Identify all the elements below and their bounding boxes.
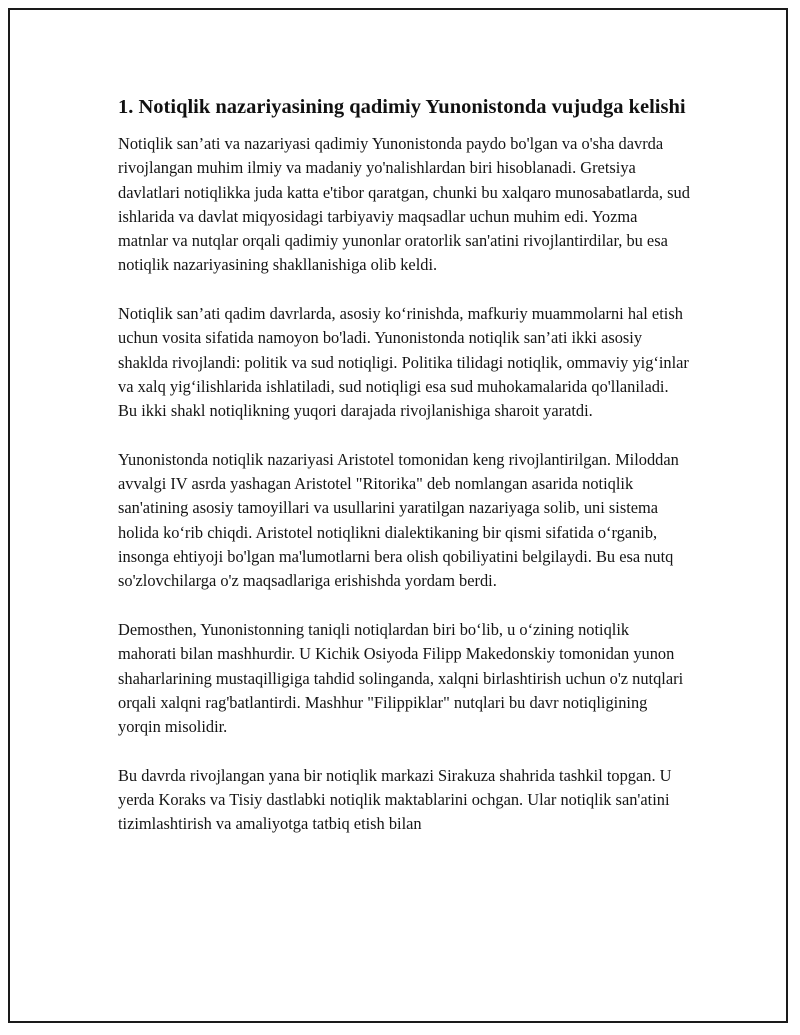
paragraph: Bu davrda rivojlangan yana bir notiqlik markazi Sirakuza shahrida tashkil topgan. U yerda Koraks va Tisiy dastlabki notiqlik maktablarini ochgan. Ular notiqlik san'atini tizimlashtirish va amaliyotga tatbiq etish bilan — [118, 765, 672, 834]
paragraph: Yunonistonda notiqlik nazariyasi Aristotel tomonidan keng rivojlantirilgan. Miloddan avvalgi IV asrda yashagan Aristotel "Ritorika" deb nomlangan asarida notiqlik san'atining asosiy tamoyillari va usullarini yaratilgan nazariyaga solib, uni sistema holida ko‘rib chiqdi. Aristotel notiqlikni dialektikaning bir qismi sifatida o‘rganib, insonga ehtiyoji bo'lgan ma'lumotlarni bera olish qobiliyatini belgilaydi. Bu esa nutq so'zlovchilarga o'z maqsadlariga erishishda yordam berdi. — [118, 449, 679, 591]
paragraph: Demosthen, Yunonistonning taniqli notiqlardan biri bo‘lib, u o‘zining notiqlik mahorati bilan mashhurdir. U Kichik Osiyoda Filipp Makedonskiy tomonidan yunon shaharlarining mustaqilligiga tahdid solinganda, xalqni birlashtirish uchun o'z nutqlari orqali xalqni rag'batlantirdi. Mashhur "Filippiklar" nutqlari bu davr notiqligining yorqin misolidir. — [118, 619, 684, 737]
document-body — [118, 94, 690, 861]
paragraph: Notiqlik san’ati va nazariyasi qadimiy Yunonistonda paydo bo'lgan va o'sha davrda rivojlangan muhim ilmiy va madaniy yo'nalishlardan biri hisoblanadi. Gretsiya davlatlari notiqlikka juda katta e'tibor qaratgan, chunki bu xalqaro munosabatlarda, sud ishlarida va davlat miqyosidagi tarbiyaviy maqsadlar uchun muhim edi. Yozma matnlar va nutqlar orqali qadimiy yunonlar oratorlik san'atini rivojlantirdilar, bu esa notiqlik nazariyasining shakllanishiga olib keldi. — [118, 134, 690, 275]
paragraph: Notiqlik san’ati qadim davrlarda, asosiy ko‘rinishda, mafkuriy muammolarni hal etish uchun vosita sifatida namoyon bo'ladi. Yunonistonda notiqlik san’ati ikki asosiy shaklda rivojlandi: politik va sud notiqligi. Politika tilidagi notiqlik, ommaviy yig‘inlar va xalq yig‘ilishlarida ishlatiladi, sud notiqligi esa sud muhokamalarida qo'llaniladi. Bu ikki shakl notiqlikning yuqori darajada rivojlanishiga sharoit yaratdi. — [118, 304, 689, 421]
section-heading: 1. Notiqlik nazariyasining qadimiy Yunonistonda vujudga kelishi — [118, 96, 686, 118]
